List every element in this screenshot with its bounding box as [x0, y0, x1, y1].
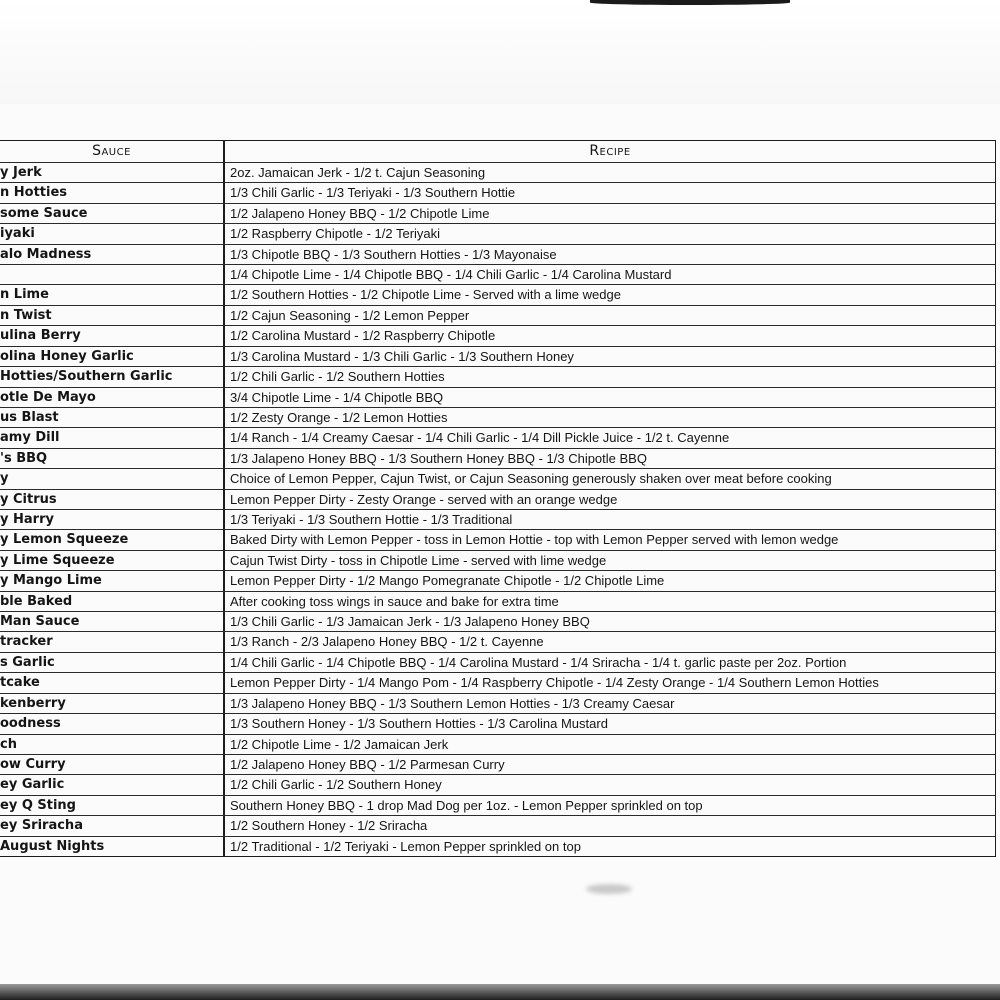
- sauce-name: y Citrus: [0, 491, 57, 507]
- table-row: [0, 755, 996, 775]
- recipe-text: 1/3 Jalapeno Honey BBQ - 1/3 Southern Lemon Hotties - 1/3 Creamy Caesar: [230, 695, 675, 711]
- recipe-text: 1/3 Carolina Mustard - 1/3 Chili Garlic - 1/3 Southern Honey: [230, 348, 574, 364]
- recipe-text: 1/2 Jalapeno Honey BBQ - 1/2 Chipotle Lime: [230, 205, 490, 221]
- recipe-text: 1/4 Ranch - 1/4 Creamy Caesar - 1/4 Chili Garlic - 1/4 Dill Pickle Juice - 1/2 t. Cayenne: [230, 430, 730, 446]
- recipe-text: Lemon Pepper Dirty - Zesty Orange - served with an orange wedge: [230, 491, 618, 507]
- sauce-name: n Twist: [0, 307, 52, 323]
- table-row: [0, 428, 996, 448]
- table-row: [0, 510, 996, 530]
- sauce-name: 's BBQ: [0, 450, 48, 466]
- sauce-name: tracker: [0, 634, 53, 650]
- sauce-name: olina Honey Garlic: [0, 348, 134, 364]
- sauce-name: y Lemon Squeeze: [0, 532, 129, 548]
- sauce-name: ey Sriracha: [0, 818, 83, 834]
- recipe-text: 1/3 Teriyaki - 1/3 Southern Hottie - 1/3 Traditional: [230, 512, 513, 527]
- recipe-text: 1/2 Carolina Mustard - 1/2 Raspberry Chipotle: [230, 328, 496, 344]
- table-row: [0, 592, 996, 612]
- sauce-name: ble Baked: [0, 593, 73, 609]
- recipe-text: 1/2 Southern Hotties - 1/2 Chipotle Lime - Served with a lime wedge: [230, 287, 621, 303]
- top-shadow: [590, 0, 790, 5]
- header-sauce: Sauce: [92, 143, 131, 159]
- table-row: [0, 775, 996, 795]
- recipe-text: 3/4 Chipotle Lime - 1/4 Chipotle BBQ: [230, 389, 444, 405]
- table-row: [0, 367, 996, 387]
- recipe-text: 1/3 Southern Honey - 1/3 Southern Hotties - 1/3 Carolina Mustard: [230, 716, 608, 732]
- table-row: [0, 469, 996, 489]
- recipe-text: 1/2 Zesty Orange - 1/2 Lemon Hotties: [230, 409, 448, 425]
- table-row: [0, 530, 996, 550]
- recipe-text: 1/2 Jalapeno Honey BBQ - 1/2 Parmesan Curry: [230, 756, 505, 772]
- table-row: [0, 224, 996, 244]
- table-row: [0, 326, 996, 346]
- recipe-text: 1/3 Jalapeno Honey BBQ - 1/3 Southern Honey BBQ - 1/3 Chipotle BBQ: [230, 450, 647, 466]
- table-row: [0, 449, 996, 469]
- sauce-name: s Garlic: [0, 654, 55, 670]
- smudge: [586, 884, 632, 894]
- sauce-name: y Lime Squeeze: [0, 552, 115, 568]
- table-row: [0, 183, 996, 203]
- sauce-name: Hotties/Southern Garlic: [0, 369, 173, 385]
- recipe-text: 1/4 Chipotle Lime - 1/4 Chipotle BBQ - 1/4 Chili Garlic - 1/4 Carolina Mustard: [230, 267, 672, 283]
- sauce-name: some Sauce: [0, 205, 88, 221]
- table-row: [0, 347, 996, 367]
- header-recipe: Recipe: [589, 143, 631, 159]
- table-row: [0, 673, 996, 693]
- table-row: [0, 204, 996, 224]
- bottom-shadow: [0, 984, 1000, 1000]
- sauce-name: ey Garlic: [0, 777, 65, 793]
- table-row: [0, 653, 996, 673]
- recipe-text: 1/4 Chili Garlic - 1/4 Chipotle BBQ - 1/4 Carolina Mustard - 1/4 Sriracha - 1/4 t. garlic paste per 2oz. Portion: [230, 654, 847, 670]
- sauce-name: n Lime: [0, 287, 49, 303]
- table-row: [0, 285, 996, 305]
- recipe-text: 1/2 Chipotle Lime - 1/2 Jamaican Jerk: [230, 736, 449, 752]
- sauce-name: otle De Mayo: [0, 389, 96, 405]
- recipe-text: Lemon Pepper Dirty - 1/2 Mango Pomegranate Chipotle - 1/2 Chipotle Lime: [230, 573, 665, 589]
- recipe-text: 1/2 Chili Garlic - 1/2 Southern Honey: [230, 777, 442, 793]
- sauce-recipe-table: [0, 140, 1000, 858]
- recipe-text: Lemon Pepper Dirty - 1/4 Mango Pom - 1/4 Raspberry Chipotle - 1/4 Zesty Orange - 1/4 Southern Lemon Hotties: [230, 675, 879, 691]
- sauce-name: kenberry: [0, 695, 66, 711]
- table-row: [0, 388, 996, 408]
- sauce-name: y Harry: [0, 512, 54, 527]
- sauce-name: ey Q Sting: [0, 797, 76, 813]
- table-row: [0, 612, 996, 632]
- table-row: [0, 571, 996, 591]
- sauce-name: alo Madness: [0, 246, 92, 262]
- sauce-name: Man Sauce: [0, 614, 80, 630]
- table-row: [0, 816, 996, 836]
- recipe-text: Southern Honey BBQ - 1 drop Mad Dog per 1oz. - Lemon Pepper sprinkled on top: [230, 797, 703, 813]
- paper-top-margin: [0, 0, 1000, 104]
- recipe-text: 1/3 Ranch - 2/3 Jalapeno Honey BBQ - 1/2 t. Cayenne: [230, 634, 544, 650]
- sauce-name: August Nights: [0, 838, 105, 854]
- recipe-text: 2oz. Jamaican Jerk - 1/2 t. Cajun Seasoning: [230, 165, 486, 180]
- recipe-text: After cooking toss wings in sauce and bake for extra time: [230, 593, 559, 609]
- recipe-text: 1/2 Cajun Seasoning - 1/2 Lemon Pepper: [230, 307, 470, 323]
- sauce-name: y Jerk: [0, 165, 42, 180]
- table-row: [0, 735, 996, 755]
- recipe-text: Baked Dirty with Lemon Pepper - toss in Lemon Hottie - top with Lemon Pepper served with lemon wedge: [230, 532, 839, 548]
- table-row: [0, 796, 996, 816]
- recipe-text: 1/3 Chili Garlic - 1/3 Jamaican Jerk - 1/3 Jalapeno Honey BBQ: [230, 614, 590, 630]
- sauce-name: oodness: [0, 716, 61, 732]
- sauce-name: ulina Berry: [0, 328, 81, 344]
- sauce-name: tcake: [0, 675, 40, 691]
- table-row: [0, 306, 996, 326]
- table-row: [0, 408, 996, 428]
- table-row: [0, 632, 996, 652]
- table-row: [0, 245, 996, 265]
- sauce-name: ow Curry: [0, 756, 66, 772]
- sauce-name: ch: [0, 736, 17, 752]
- table-row: [0, 714, 996, 734]
- sauce-name: y: [0, 471, 9, 487]
- recipe-text: 1/2 Raspberry Chipotle - 1/2 Teriyaki: [230, 226, 441, 242]
- table-row: [0, 163, 996, 183]
- recipe-text: 1/3 Chipotle BBQ - 1/3 Southern Hotties - 1/3 Mayonaise: [230, 246, 557, 262]
- table-row: [0, 490, 996, 510]
- sauce-name: y Mango Lime: [0, 573, 102, 589]
- recipe-text: 1/2 Southern Honey - 1/2 Sriracha: [230, 818, 428, 834]
- table-row: [0, 694, 996, 714]
- recipe-text: 1/2 Chili Garlic - 1/2 Southern Hotties: [230, 369, 445, 385]
- sauce-name: us Blast: [0, 409, 59, 425]
- table-row: [0, 265, 996, 285]
- sauce-name: amy Dill: [0, 430, 60, 446]
- table-header-row: [0, 140, 996, 163]
- recipe-text: Cajun Twist Dirty - toss in Chipotle Lime - served with lime wedge: [230, 552, 607, 568]
- recipe-text: 1/2 Traditional - 1/2 Teriyaki - Lemon Pepper sprinkled on top: [230, 838, 581, 854]
- recipe-text: Choice of Lemon Pepper, Cajun Twist, or Cajun Seasoning generously shaken over meat before cooking: [230, 471, 832, 487]
- sauce-name: iyaki: [0, 226, 35, 242]
- recipe-text: 1/3 Chili Garlic - 1/3 Teriyaki - 1/3 Southern Hottie: [230, 185, 516, 201]
- table-row: [0, 551, 996, 571]
- sauce-name: n Hotties: [0, 185, 68, 201]
- table-row: [0, 837, 996, 857]
